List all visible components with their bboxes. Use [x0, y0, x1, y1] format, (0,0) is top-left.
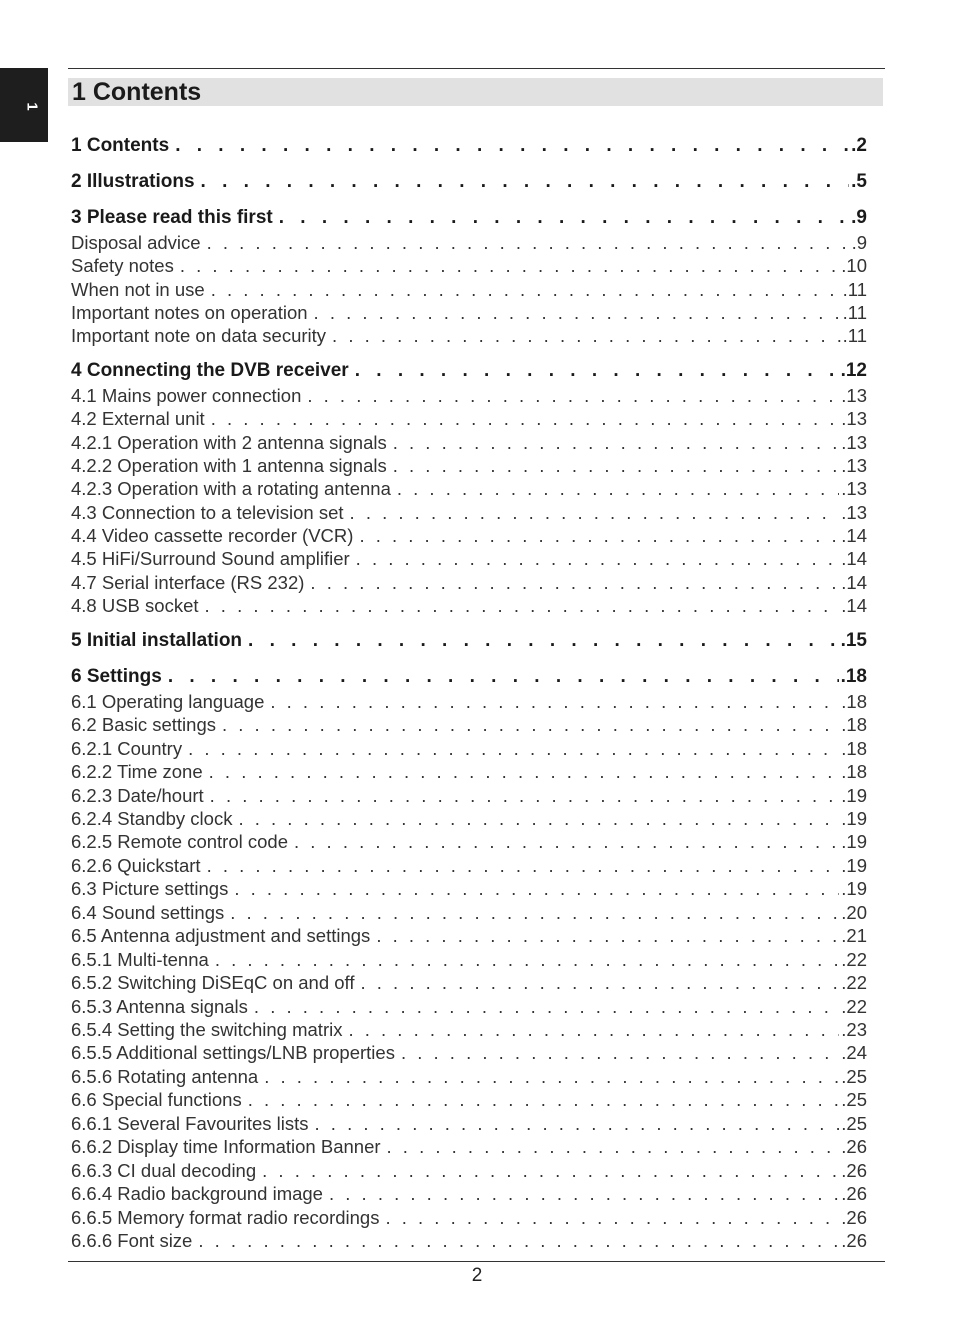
heading-bar: [68, 78, 883, 106]
toc-entry-page: .19: [841, 831, 867, 852]
page-title: 1 Contents: [72, 78, 202, 106]
toc-entry[interactable]: [71, 785, 867, 807]
toc-entry-title: 6.3 Picture settings: [71, 878, 229, 899]
toc-entry-page: .10: [841, 255, 867, 276]
toc-entry-page: .25: [841, 1113, 867, 1134]
toc-entry[interactable]: [71, 455, 867, 477]
dot-leader: [397, 478, 839, 500]
toc-entry-title: Important notes on operation: [71, 302, 308, 323]
toc-entry-page: .2: [851, 135, 867, 156]
toc-entry-page: .13: [841, 455, 867, 476]
toc-entry[interactable]: [71, 325, 867, 347]
toc-entry[interactable]: [71, 630, 867, 652]
dot-leader: [355, 360, 839, 382]
dot-leader: [332, 325, 841, 347]
toc-entry-page: .13: [841, 432, 867, 453]
toc-entry[interactable]: [71, 855, 867, 877]
toc-entry-page: .19: [841, 785, 867, 806]
toc-entry-title: 2 Illustrations: [71, 171, 195, 192]
dot-leader: [230, 902, 839, 924]
dot-leader: [307, 385, 839, 407]
toc-entry[interactable]: [71, 666, 867, 688]
dot-leader: [270, 691, 839, 713]
toc-entry[interactable]: [71, 408, 867, 430]
dot-leader: [207, 232, 850, 254]
toc-entry-title: 4 Connecting the DVB receiver: [71, 360, 349, 381]
toc-entry-page: .21: [841, 925, 867, 946]
toc-entry-page: .13: [841, 385, 867, 406]
toc-entry-title: 6.6.6 Font size: [71, 1230, 193, 1251]
dot-leader: [198, 1230, 839, 1252]
dot-leader: [222, 714, 839, 736]
toc-entry-page: .23: [841, 1019, 867, 1040]
toc-entry[interactable]: [71, 738, 867, 760]
toc-entry-title: 6.2.6 Quickstart: [71, 855, 201, 876]
toc-entry-title: 4.1 Mains power connection: [71, 385, 302, 406]
toc-entry[interactable]: [71, 1160, 867, 1182]
toc-entry-page: .19: [841, 808, 867, 829]
toc-entry-page: .14: [841, 548, 867, 569]
toc-entry[interactable]: [71, 135, 867, 157]
dot-leader: [393, 455, 840, 477]
toc-entry[interactable]: [71, 1066, 867, 1088]
toc-entry[interactable]: [71, 1230, 867, 1252]
dot-leader: [350, 502, 840, 524]
toc-entry-title: 1 Contents: [71, 135, 170, 156]
toc-entry[interactable]: [71, 171, 867, 193]
chapter-tab-label: 1: [23, 102, 41, 111]
toc-entry[interactable]: [71, 255, 867, 277]
toc-entry[interactable]: [71, 691, 867, 713]
toc-entry-title: 6.6.3 CI dual decoding: [71, 1160, 257, 1181]
toc-entry-title: 4.5 HiFi/Surround Sound amplifier: [71, 548, 350, 569]
toc-entry-page: .13: [841, 478, 867, 499]
toc-entry-page: .19: [841, 855, 867, 876]
toc-entry[interactable]: [71, 925, 867, 947]
dot-leader: [248, 630, 839, 652]
toc-entry-title: 6.2.1 Country: [71, 738, 183, 759]
dot-leader: [211, 279, 841, 301]
toc-entry-page: .18: [841, 691, 867, 712]
toc-entry-page: .11: [842, 302, 867, 323]
toc-entry-title: 6.2.2 Time zone: [71, 761, 203, 782]
dot-leader: [254, 996, 839, 1018]
toc-entry[interactable]: [71, 972, 867, 994]
toc-entry-page: .22: [841, 972, 867, 993]
toc-entry[interactable]: [71, 279, 867, 301]
toc-entry-page: .9: [851, 207, 867, 228]
toc-entry-page: .26: [841, 1136, 867, 1157]
page-number: 2: [471, 1265, 483, 1286]
toc-entry[interactable]: [71, 996, 867, 1018]
dot-leader: [356, 548, 840, 570]
chapter-tab: [0, 68, 48, 142]
toc-entry-title: When not in use: [71, 279, 205, 300]
dot-leader: [385, 1207, 839, 1229]
toc-entry-title: 5 Initial installation: [71, 630, 243, 651]
toc-entry[interactable]: [71, 808, 867, 830]
toc-entry-page: .9: [851, 232, 867, 253]
toc-entry-title: 6.6.4 Radio background image: [71, 1183, 323, 1204]
dot-leader: [314, 302, 841, 324]
toc-entry[interactable]: [71, 302, 867, 324]
dot-leader: [215, 949, 839, 971]
toc-entry[interactable]: [71, 1042, 867, 1064]
dot-leader: [168, 666, 839, 688]
toc-entry-title: 6 Settings: [71, 666, 162, 687]
toc-entry-page: .26: [841, 1207, 867, 1228]
toc-entry[interactable]: [71, 1136, 867, 1158]
toc-entry-page: .18: [840, 666, 867, 687]
toc-entry-title: 4.4 Video cassette recorder (VCR): [71, 525, 354, 546]
dot-leader: [238, 808, 839, 830]
toc-entry[interactable]: [71, 949, 867, 971]
toc-entry-title: Safety notes: [71, 255, 174, 276]
toc-entry-page: .24: [841, 1042, 867, 1063]
toc-entry-title: 6.5.3 Antenna signals: [71, 996, 248, 1017]
toc-entry[interactable]: [71, 878, 867, 900]
toc-entry-page: .14: [841, 595, 867, 616]
toc-entry-title: 6.5.2 Switching DiSEqC on and off: [71, 972, 355, 993]
toc-entry-title: 6.6.5 Memory format radio recordings: [71, 1207, 380, 1228]
toc-entry-title: 6.6 Special functions: [71, 1089, 242, 1110]
toc-entry[interactable]: [71, 831, 867, 853]
toc-entry[interactable]: [71, 385, 867, 407]
toc-entry-page: .18: [841, 761, 867, 782]
toc-entry-title: 6.1 Operating language: [71, 691, 265, 712]
dot-leader: [315, 1113, 840, 1135]
toc-entry-page: .14: [841, 572, 867, 593]
toc-entry-title: 4.2 External unit: [71, 408, 205, 429]
toc-entry-page: .14: [841, 525, 867, 546]
dot-leader: [376, 925, 839, 947]
toc-entry-title: Important note on data security: [71, 325, 327, 346]
dot-leader: [201, 171, 850, 193]
toc-entry[interactable]: [71, 761, 867, 783]
toc-entry-title: 6.2.4 Standby clock: [71, 808, 233, 829]
toc-entry-title: 3 Please read this first: [71, 207, 273, 228]
toc-entry-title: 6.5 Antenna adjustment and settings: [71, 925, 371, 946]
toc-entry[interactable]: [71, 502, 867, 524]
toc-entry-title: 4.2.3 Operation with a rotating antenna: [71, 478, 391, 499]
dot-leader: [175, 135, 849, 157]
dot-leader: [207, 855, 840, 877]
dot-leader: [393, 432, 840, 454]
toc-entry-title: 6.2 Basic settings: [71, 714, 216, 735]
toc-entry-page: .19: [841, 878, 867, 899]
dot-leader: [248, 1089, 840, 1111]
toc-entry-page: .22: [841, 996, 867, 1017]
dot-leader: [401, 1042, 839, 1064]
toc-entry-page: .26: [841, 1183, 867, 1204]
toc-entry[interactable]: [71, 1207, 867, 1229]
toc-entry-page: .26: [841, 1230, 867, 1251]
toc-entry[interactable]: [71, 207, 867, 229]
toc-entry-page: .18: [841, 738, 867, 759]
toc-entry-title: 6.6.2 Display time Information Banner: [71, 1136, 381, 1157]
toc-entry-title: 6.6.1 Several Favourites lists: [71, 1113, 309, 1134]
toc-entry-title: 6.5.1 Multi-tenna: [71, 949, 209, 970]
toc-entry-page: .25: [841, 1089, 867, 1110]
dot-leader: [188, 738, 839, 760]
dot-leader: [264, 1066, 839, 1088]
toc-entry-page: .20: [841, 902, 867, 923]
dot-leader: [361, 972, 840, 994]
toc-entry[interactable]: [71, 1019, 867, 1041]
toc-entry-title: 6.5.6 Rotating antenna: [71, 1066, 259, 1087]
toc-entry-page: .5: [851, 171, 867, 192]
dot-leader: [209, 761, 840, 783]
dot-leader: [180, 255, 839, 277]
toc-entry-title: 6.5.4 Setting the switching matrix: [71, 1019, 343, 1040]
toc-entry-title: 4.7 Serial interface (RS 232): [71, 572, 305, 593]
dot-leader: [387, 1136, 840, 1158]
dot-leader: [359, 525, 839, 547]
toc-entry-page: .11: [842, 325, 867, 346]
toc-entry[interactable]: [71, 714, 867, 736]
toc-entry-page: .22: [841, 949, 867, 970]
toc-entry[interactable]: [71, 1089, 867, 1111]
dot-leader: [211, 408, 840, 430]
dot-leader: [294, 831, 839, 853]
dot-leader: [205, 595, 840, 617]
toc-entry-title: 6.4 Sound settings: [71, 902, 225, 923]
toc-entry-title: 4.2.1 Operation with 2 antenna signals: [71, 432, 387, 453]
toc-entry-title: 6.5.5 Additional settings/LNB properties: [71, 1042, 395, 1063]
toc-entry[interactable]: [71, 478, 867, 500]
toc-entry[interactable]: [71, 572, 867, 594]
toc-entry-page: .15: [840, 630, 867, 651]
toc-entry[interactable]: [71, 525, 867, 547]
dot-leader: [310, 572, 839, 594]
toc-entry[interactable]: [71, 432, 867, 454]
toc-entry-title: Disposal advice: [71, 232, 201, 253]
toc-entry[interactable]: [71, 902, 867, 924]
dot-leader: [279, 207, 849, 229]
dot-leader: [234, 878, 839, 900]
toc-entry-page: .26: [841, 1160, 867, 1181]
toc-entry-page: .25: [841, 1066, 867, 1087]
toc-entry-page: .18: [841, 714, 867, 735]
dot-leader: [262, 1160, 839, 1182]
toc-entry-page: .11: [842, 279, 867, 300]
toc-entry-title: 4.2.2 Operation with 1 antenna signals: [71, 455, 387, 476]
toc-entry-title: 6.2.3 Date/hourt: [71, 785, 204, 806]
dot-leader: [348, 1019, 839, 1041]
toc-entry[interactable]: [71, 595, 867, 617]
toc-entry[interactable]: [71, 1183, 867, 1205]
toc-entry[interactable]: [71, 1113, 867, 1135]
dot-leader: [210, 785, 840, 807]
dot-leader: [329, 1183, 839, 1205]
toc-entry-title: 4.8 USB socket: [71, 595, 199, 616]
toc-entry[interactable]: [71, 232, 867, 254]
toc-entry-title: 4.3 Connection to a television set: [71, 502, 344, 523]
toc-entry[interactable]: [71, 548, 867, 570]
toc-entry-page: .13: [841, 502, 867, 523]
bottom-rule: [68, 1261, 885, 1262]
toc-entry-page: .12: [840, 360, 867, 381]
top-rule: [68, 68, 885, 69]
toc-entry-title: 6.2.5 Remote control code: [71, 831, 288, 852]
toc-entry-page: .13: [841, 408, 867, 429]
toc-entry[interactable]: [71, 360, 867, 382]
